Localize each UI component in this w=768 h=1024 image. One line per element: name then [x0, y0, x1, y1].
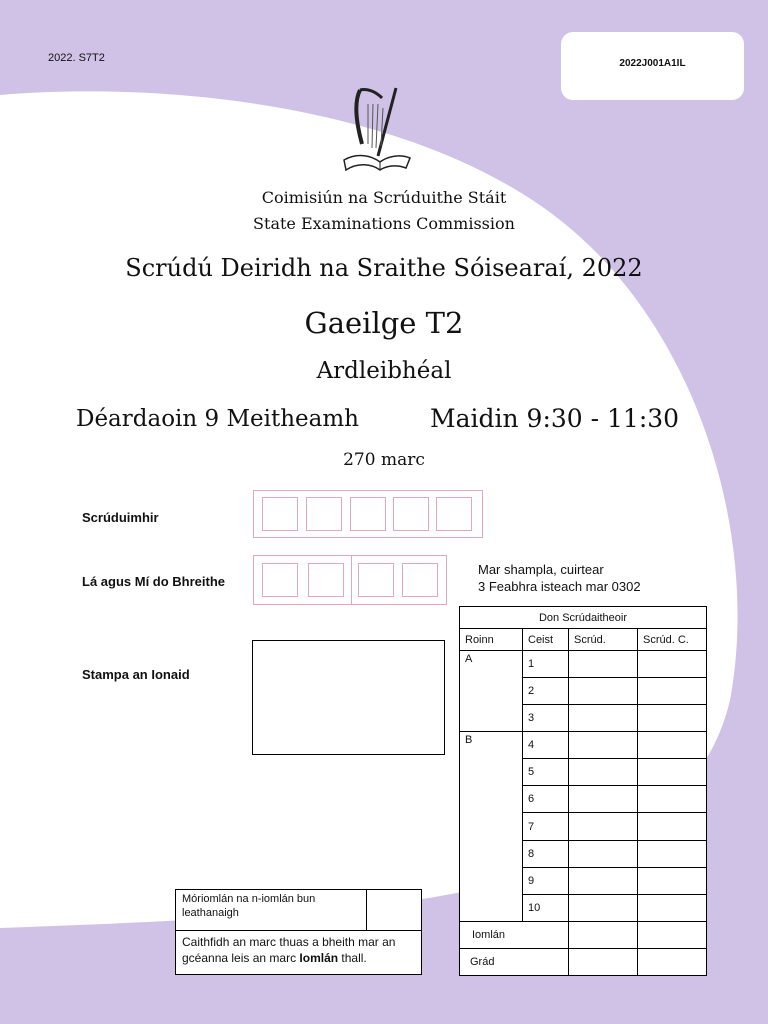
dob-divider	[351, 556, 352, 604]
examiner-table-title: Don Scrúdaitheoir	[460, 607, 707, 629]
page-total-note	[182, 934, 418, 966]
exam-subject: Gaeilge T2	[304, 306, 464, 340]
check-mark-cell[interactable]	[638, 786, 707, 813]
check-mark-cell[interactable]	[638, 705, 707, 732]
note-text-2: thall.	[338, 951, 367, 965]
check-mark-cell[interactable]	[638, 759, 707, 786]
page-total-box	[175, 889, 422, 975]
dob-month-digit-1[interactable]	[358, 563, 394, 597]
exam-number-digit-1[interactable]	[262, 497, 298, 531]
exam-mark-cell[interactable]	[569, 786, 638, 813]
question-number: 4	[523, 732, 569, 759]
exam-number-digit-4[interactable]	[393, 497, 429, 531]
exam-marks: 270 marc	[343, 450, 425, 470]
check-mark-cell[interactable]	[638, 732, 707, 759]
exam-number-label: Scrúduimhir	[82, 510, 159, 525]
grade-exam-cell[interactable]	[569, 948, 638, 975]
exam-mark-cell[interactable]	[569, 678, 638, 705]
note-bold-word: Iomlán	[299, 951, 339, 965]
question-number: 2	[523, 678, 569, 705]
question-number: 5	[523, 759, 569, 786]
exam-number-field[interactable]	[253, 490, 483, 538]
page-total-row	[176, 890, 421, 931]
exam-mark-cell[interactable]	[569, 840, 638, 867]
check-mark-cell[interactable]	[638, 840, 707, 867]
exam-number-digit-2[interactable]	[306, 497, 342, 531]
grade-check-cell[interactable]	[638, 948, 707, 975]
dob-day-digit-2[interactable]	[308, 563, 344, 597]
exam-mark-cell[interactable]	[569, 759, 638, 786]
reference-code: 2022. S7T2	[48, 52, 105, 64]
exam-mark-cell[interactable]	[569, 705, 638, 732]
dob-day-digit-1[interactable]	[262, 563, 298, 597]
question-number: 3	[523, 705, 569, 732]
exam-date: Déardaoin 9 Meitheamh	[76, 406, 359, 432]
check-mark-cell[interactable]	[638, 894, 707, 921]
exam-level: Ardleibhéal	[316, 358, 452, 384]
question-number: 9	[523, 867, 569, 894]
paper-code: 2022J001A1IL	[619, 58, 686, 69]
check-mark-cell[interactable]	[638, 651, 707, 678]
question-number: 7	[523, 813, 569, 840]
harp-logo-icon	[338, 82, 412, 176]
column-header-check: Scrúd. C.	[638, 629, 707, 651]
organisation-name-english: State Examinations Commission	[253, 214, 515, 233]
exam-title: Scrúdú Deiridh na Sraithe Sóisearaí, 2022	[125, 254, 643, 282]
exam-mark-cell[interactable]	[569, 894, 638, 921]
question-number: 6	[523, 786, 569, 813]
page-total-divider	[366, 890, 367, 931]
centre-stamp-label: Stampa an Ionaid	[82, 667, 190, 682]
dob-example-line-1: Mar shampla, cuirtear	[478, 562, 604, 577]
organisation-name-irish: Coimisiún na Scrúduithe Stáit	[261, 188, 507, 207]
exam-mark-cell[interactable]	[569, 651, 638, 678]
dob-example-line-2: 3 Feabhra isteach mar 0302	[478, 579, 641, 594]
total-check-cell[interactable]	[638, 921, 707, 948]
exam-time: Maidin 9:30 - 11:30	[430, 404, 680, 433]
centre-stamp-box	[252, 640, 445, 755]
paper-code-box	[561, 32, 744, 100]
total-label: Iomlán	[460, 921, 569, 948]
section-b-cell: B	[460, 732, 523, 921]
question-number: 1	[523, 651, 569, 678]
note-text-1: Caithfidh an marc thuas a bheith mar an gcéanna leis an marc	[182, 935, 396, 965]
grade-label: Grád	[460, 948, 569, 975]
column-header-section: Roinn	[460, 629, 523, 651]
date-of-birth-example	[478, 561, 641, 595]
column-header-question: Ceist	[523, 629, 569, 651]
exam-number-digit-5[interactable]	[436, 497, 472, 531]
examiner-marking-table	[459, 606, 707, 976]
exam-mark-cell[interactable]	[569, 813, 638, 840]
check-mark-cell[interactable]	[638, 867, 707, 894]
exam-mark-cell[interactable]	[569, 732, 638, 759]
check-mark-cell[interactable]	[638, 678, 707, 705]
page-total-label: Móriomlán na n-iomlán bun leathanaigh	[182, 893, 316, 919]
question-number: 8	[523, 840, 569, 867]
section-a-cell: A	[460, 651, 523, 732]
dob-month-digit-2[interactable]	[402, 563, 438, 597]
date-of-birth-label: Lá agus Mí do Bhreithe	[82, 574, 226, 589]
exam-mark-cell[interactable]	[569, 867, 638, 894]
column-header-exam: Scrúd.	[569, 629, 638, 651]
question-number: 10	[523, 894, 569, 921]
date-of-birth-field[interactable]	[253, 555, 447, 605]
check-mark-cell[interactable]	[638, 813, 707, 840]
exam-number-digit-3[interactable]	[350, 497, 386, 531]
total-exam-cell[interactable]	[569, 921, 638, 948]
